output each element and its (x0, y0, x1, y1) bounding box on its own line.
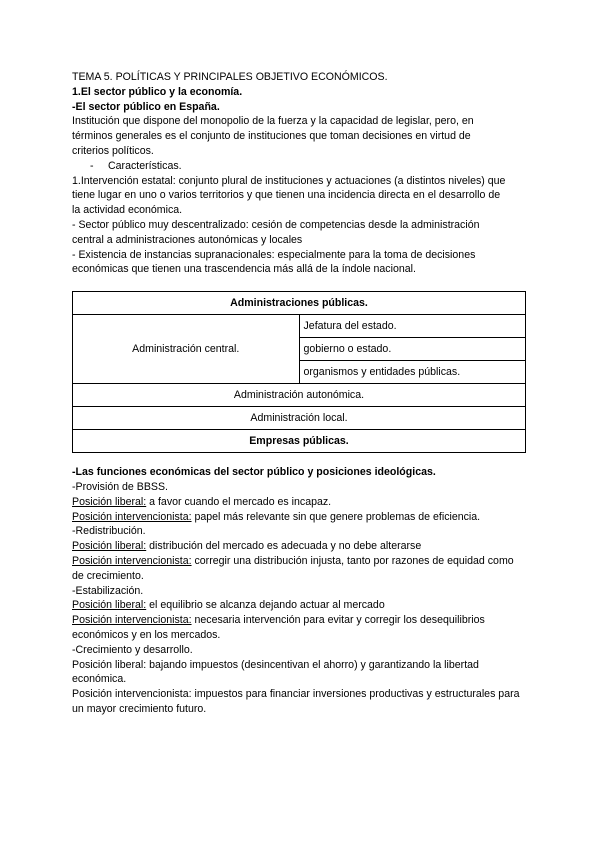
provision-title: -Provisión de BBSS. (72, 480, 168, 493)
interventionist-text: papel más relevante sin que genere problemas de eficiencia. (191, 510, 481, 523)
central-administration-cell: Administración central. (73, 315, 300, 384)
characteristics-line: central a administraciones autonómicas y locales (72, 233, 303, 246)
interventionist-text: necesaria intervención para evitar y corregir los desequilibrios económicos y en los mercados. (72, 614, 485, 641)
autonomous-administration-cell: Administración autonómica. (73, 384, 526, 407)
liberal-label: Posición liberal: (72, 599, 147, 612)
liberal-text: distribución del mercado es adecuada y no debe alterarse (146, 540, 422, 553)
definition-line: Institución que dispone del monopolio de la fuerza y la capacidad de legislar, pero, en (72, 115, 474, 128)
bullet-dash: - (90, 159, 94, 172)
bullet-characteristics (72, 159, 528, 174)
definition-line: criterios políticos. (72, 144, 154, 157)
interventionist-label: Posición intervencionista: (72, 510, 192, 523)
stabilization-title: -Estabilización. (72, 584, 144, 597)
liberal-label: Posición liberal: (72, 540, 147, 553)
characteristics-line: 1.Intervención estatal: conjunto plural de instituciones y actuaciones (a distintos niveles) que (72, 174, 506, 187)
central-item: gobierno o estado. (299, 338, 526, 361)
public-companies-cell: Empresas públicas. (73, 430, 526, 453)
section-heading: 1.El sector público y la economía. (72, 85, 243, 98)
administrations-table (72, 291, 526, 453)
stabilization-liberal (72, 598, 528, 613)
central-item: Jefatura del estado. (299, 315, 526, 338)
characteristics-line: - Sector público muy descentralizado: cesión de competencias desde la administración (72, 218, 480, 231)
characteristics-line: tiene lugar en uno o varios territorios y que tienen una incidencia directa en el desarrollo de (72, 189, 501, 202)
local-administration-cell: Administración local. (73, 407, 526, 430)
provision-liberal (72, 495, 528, 510)
characteristics-line: la actividad económica. (72, 204, 183, 217)
growth-interventionist: Posición intervencionista: impuestos para financiar inversiones productivas y estructurales para un mayor crecimiento futuro. (72, 688, 520, 715)
document-title: TEMA 5. POLÍTICAS Y PRINCIPALES OBJETIVO ECONÓMICOS. (72, 71, 388, 83)
subsection-heading: -El sector público en España. (72, 100, 220, 113)
characteristics-line: - Existencia de instancias supranacionales: especialmente para la toma de decisiones (72, 248, 476, 261)
interventionist-label: Posición intervencionista: (72, 554, 192, 567)
interventionist-label: Posición intervencionista: (72, 614, 192, 627)
functions-heading: -Las funciones económicas del sector público y posiciones ideológicas. (72, 466, 436, 479)
redistribution-title: -Redistribución. (72, 525, 146, 538)
redistribution-interventionist (72, 554, 528, 584)
central-item: organismos y entidades públicas. (299, 361, 526, 384)
provision-interventionist (72, 510, 528, 525)
interventionist-text: corregir una distribución injusta, tanto por razones de equidad como de crecimiento. (72, 554, 514, 582)
growth-title: -Crecimiento y desarrollo. (72, 643, 193, 656)
redistribution-liberal (72, 539, 528, 554)
characteristics-line: económicas que tienen una trascendencia más allá de la índole nacional. (72, 263, 416, 276)
document-content (72, 70, 528, 717)
stabilization-interventionist (72, 613, 528, 643)
growth-liberal: Posición liberal: bajando impuestos (desincentivan el ahorro) y garantizando la libertad económica. (72, 658, 479, 686)
liberal-label: Posición liberal: (72, 495, 147, 508)
liberal-text: el equilibrio se alcanza dejando actuar al mercado (146, 599, 385, 612)
table-header: Administraciones públicas. (73, 292, 526, 315)
definition-line: términos generales es el conjunto de instituciones que toman decisiones en virtud de (72, 130, 471, 143)
liberal-text: a favor cuando el mercado es incapaz. (146, 495, 332, 508)
bullet-label: Características. (108, 159, 182, 172)
